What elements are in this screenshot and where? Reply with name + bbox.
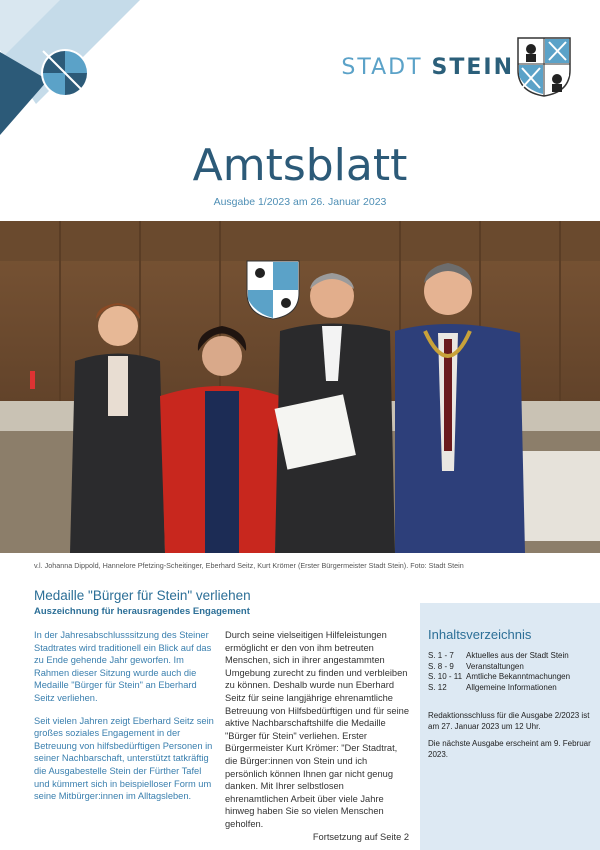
toc-pages: S. 8 - 9 <box>428 661 454 671</box>
toc-item[interactable] <box>428 662 570 673</box>
toc-title: Inhaltsverzeichnis <box>428 627 532 642</box>
photo-illustration <box>0 221 600 553</box>
toc-list <box>428 651 570 693</box>
article-column-2 <box>225 629 409 843</box>
toc-label: Aktuelles aus der Stadt Stein <box>466 651 569 660</box>
article-paragraph: Seit vielen Jahren zeigt Eberhard Seitz sein großes soziales Engagement in der Betreuung von hilfsbedürftigen Personen in seiner Nachbarschaft, unterstützt tatkräftig die Ausgabestelle Stein der Fürther Tafel und kümmert sich in beispielloser Form um seine Mitbürger:innen im Alltagsleben. <box>34 715 214 802</box>
article-subhead: Auszeichnung für herausragendes Engagement <box>34 606 250 617</box>
deadline-note: Redaktionsschluss für die Ausgabe 2/2023 ist am 27. Januar 2023 um 12 Uhr. <box>428 711 590 731</box>
toc-label: Veranstaltungen <box>466 661 524 671</box>
next-issue-note: Die nächste Ausgabe erscheint am 9. Februar 2023. <box>428 739 591 759</box>
toc-label: Allgemeine Informationen <box>466 682 557 692</box>
article-column-1 <box>34 629 218 813</box>
issue-date: Ausgabe 1/2023 am 26. Januar 2023 <box>213 196 387 208</box>
article-paragraph: In der Jahresabschlusssitzung des Steiner Stadtrates wird traditionell ein Blick auf das zu Ende gehende Jahr geworfen. Im Rahmen dieser Sitzung wurde auch die Medaille "Bürger für Stein" an Eberhard Seitz verliehen. <box>34 630 212 703</box>
page-title: Amtsblatt <box>192 140 408 191</box>
corner-logo-graphic <box>0 0 140 140</box>
toc-pages: S. 1 - 7 <box>428 651 454 660</box>
toc-pages: S. 10 - 11 <box>428 672 463 681</box>
brand-light: STADT <box>341 55 423 80</box>
toc-item[interactable] <box>428 683 570 694</box>
photo-caption: v.l. Johanna Dippold, Hannelore Pfetzing-Scheitinger, Eberhard Seitz, Kurt Krömer (Erster Bürgermeister Stadt Stein). Foto: Stadt Stein <box>34 561 464 570</box>
article-paragraph: Durch seine vielseitigen Hilfeleistungen ermöglicht er den von ihm betreuten Menschen, sich in ihrer angestammten Umgebung zurecht zu finden und verbleiben zu können. Deshalb wurde nun Eberhard Seitz für seine langjährige ehrenamtliche Betreuung von Hilfsbedürftigen und für seine aktive Nachbarschaftshilfe die Medaille "Bürger für Stein" verliehen. Erster Bürgermeister Kurt Krömer: "Der Stadtrat, die Bürger:innen von Stein und ich persönlich können Ihnen gar nicht genug danken. Mit Ihrer selbstlosen ehrenamtlichen Arbeit über viele Jahre hinweg haben Sie so vielen Menschen geholfen. <box>225 630 409 829</box>
brand-wordmark <box>341 55 514 80</box>
city-crest-icon <box>516 36 572 98</box>
award-photo <box>0 221 600 553</box>
toc-item[interactable] <box>428 672 570 683</box>
continued-link[interactable]: Fortsetzung auf Seite 2 <box>312 831 409 842</box>
article-headline: Medaille "Bürger für Stein" verliehen <box>34 588 251 603</box>
toc-label: Amtliche Bekanntmachungen <box>466 672 571 681</box>
toc-item[interactable] <box>428 651 570 662</box>
toc-pages: S. 12 <box>428 682 447 692</box>
brand-bold: STEIN <box>431 55 514 80</box>
table-of-contents <box>420 603 600 850</box>
